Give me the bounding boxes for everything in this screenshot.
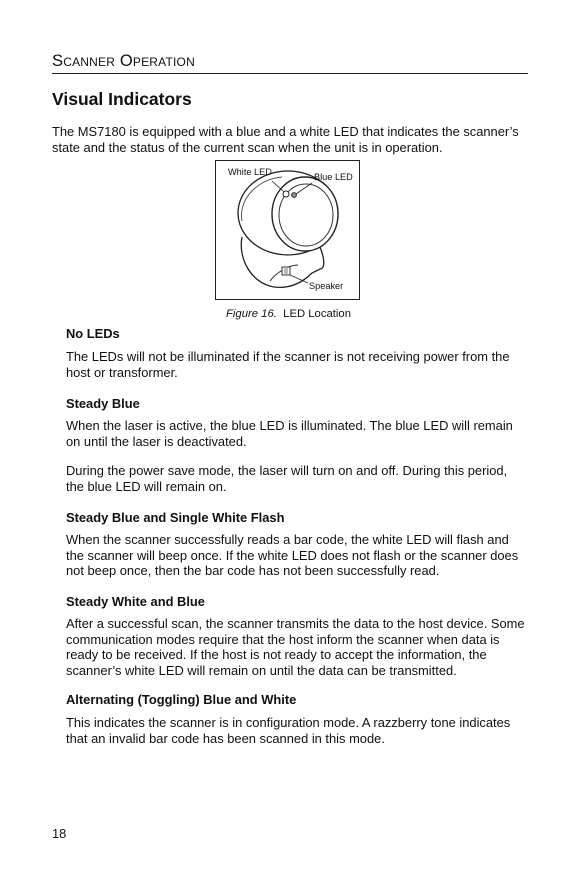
section-paragraph: When the laser is active, the blue LED is illuminated. The blue LED will remain on until the laser is deactivated. (66, 418, 513, 449)
running-header (52, 52, 528, 74)
white-led-label: White LED (228, 167, 272, 177)
section-paragraph: This indicates the scanner is in configuration mode. A razzberry tone indicates that an invalid bar code has been scanned in this mode. (66, 715, 511, 746)
page-number: 18 (52, 826, 67, 841)
section-heading: No LEDs (66, 326, 120, 341)
section-paragraph: When the scanner successfully reads a bar code, the white LED will flash and the scanner will beep once. If the white LED does not flash or the scanner does not beep once, then the bar code has not been successfully read. (66, 532, 519, 579)
section-heading: Steady Blue (66, 396, 140, 411)
figure-caption (0, 308, 577, 320)
blue-led-label: Blue LED (314, 172, 353, 182)
section-paragraph: The LEDs will not be illuminated if the scanner is not receiving power from the host or transformer. (66, 349, 510, 380)
figure-number: Figure 16. (226, 308, 277, 320)
page-heading: Visual Indicators (52, 89, 192, 109)
section-heading: Steady White and Blue (66, 594, 205, 609)
section-title: Scanner Operation (52, 52, 195, 70)
section-heading: Steady Blue and Single White Flash (66, 510, 285, 525)
led-location-figure (215, 160, 360, 300)
figure-caption-text: LED Location (283, 308, 351, 320)
section-heading: Alternating (Toggling) Blue and White (66, 692, 297, 707)
intro-paragraph: The MS7180 is equipped with a blue and a white LED that indicates the scanner’s state and the status of the current scan when the unit is in operation. (52, 124, 519, 155)
section-paragraph: After a successful scan, the scanner transmits the data to the host device. Some communication modes require that the host inform the scanner when data is ready to be received. If the host is not ready to accept the information, the scanner’s white LED will remain on until the data can be transmitted. (66, 616, 525, 678)
speaker-label: Speaker (309, 281, 344, 291)
section-paragraph: During the power save mode, the laser will turn on and off. During this period, the blue LED will remain on. (66, 463, 508, 494)
